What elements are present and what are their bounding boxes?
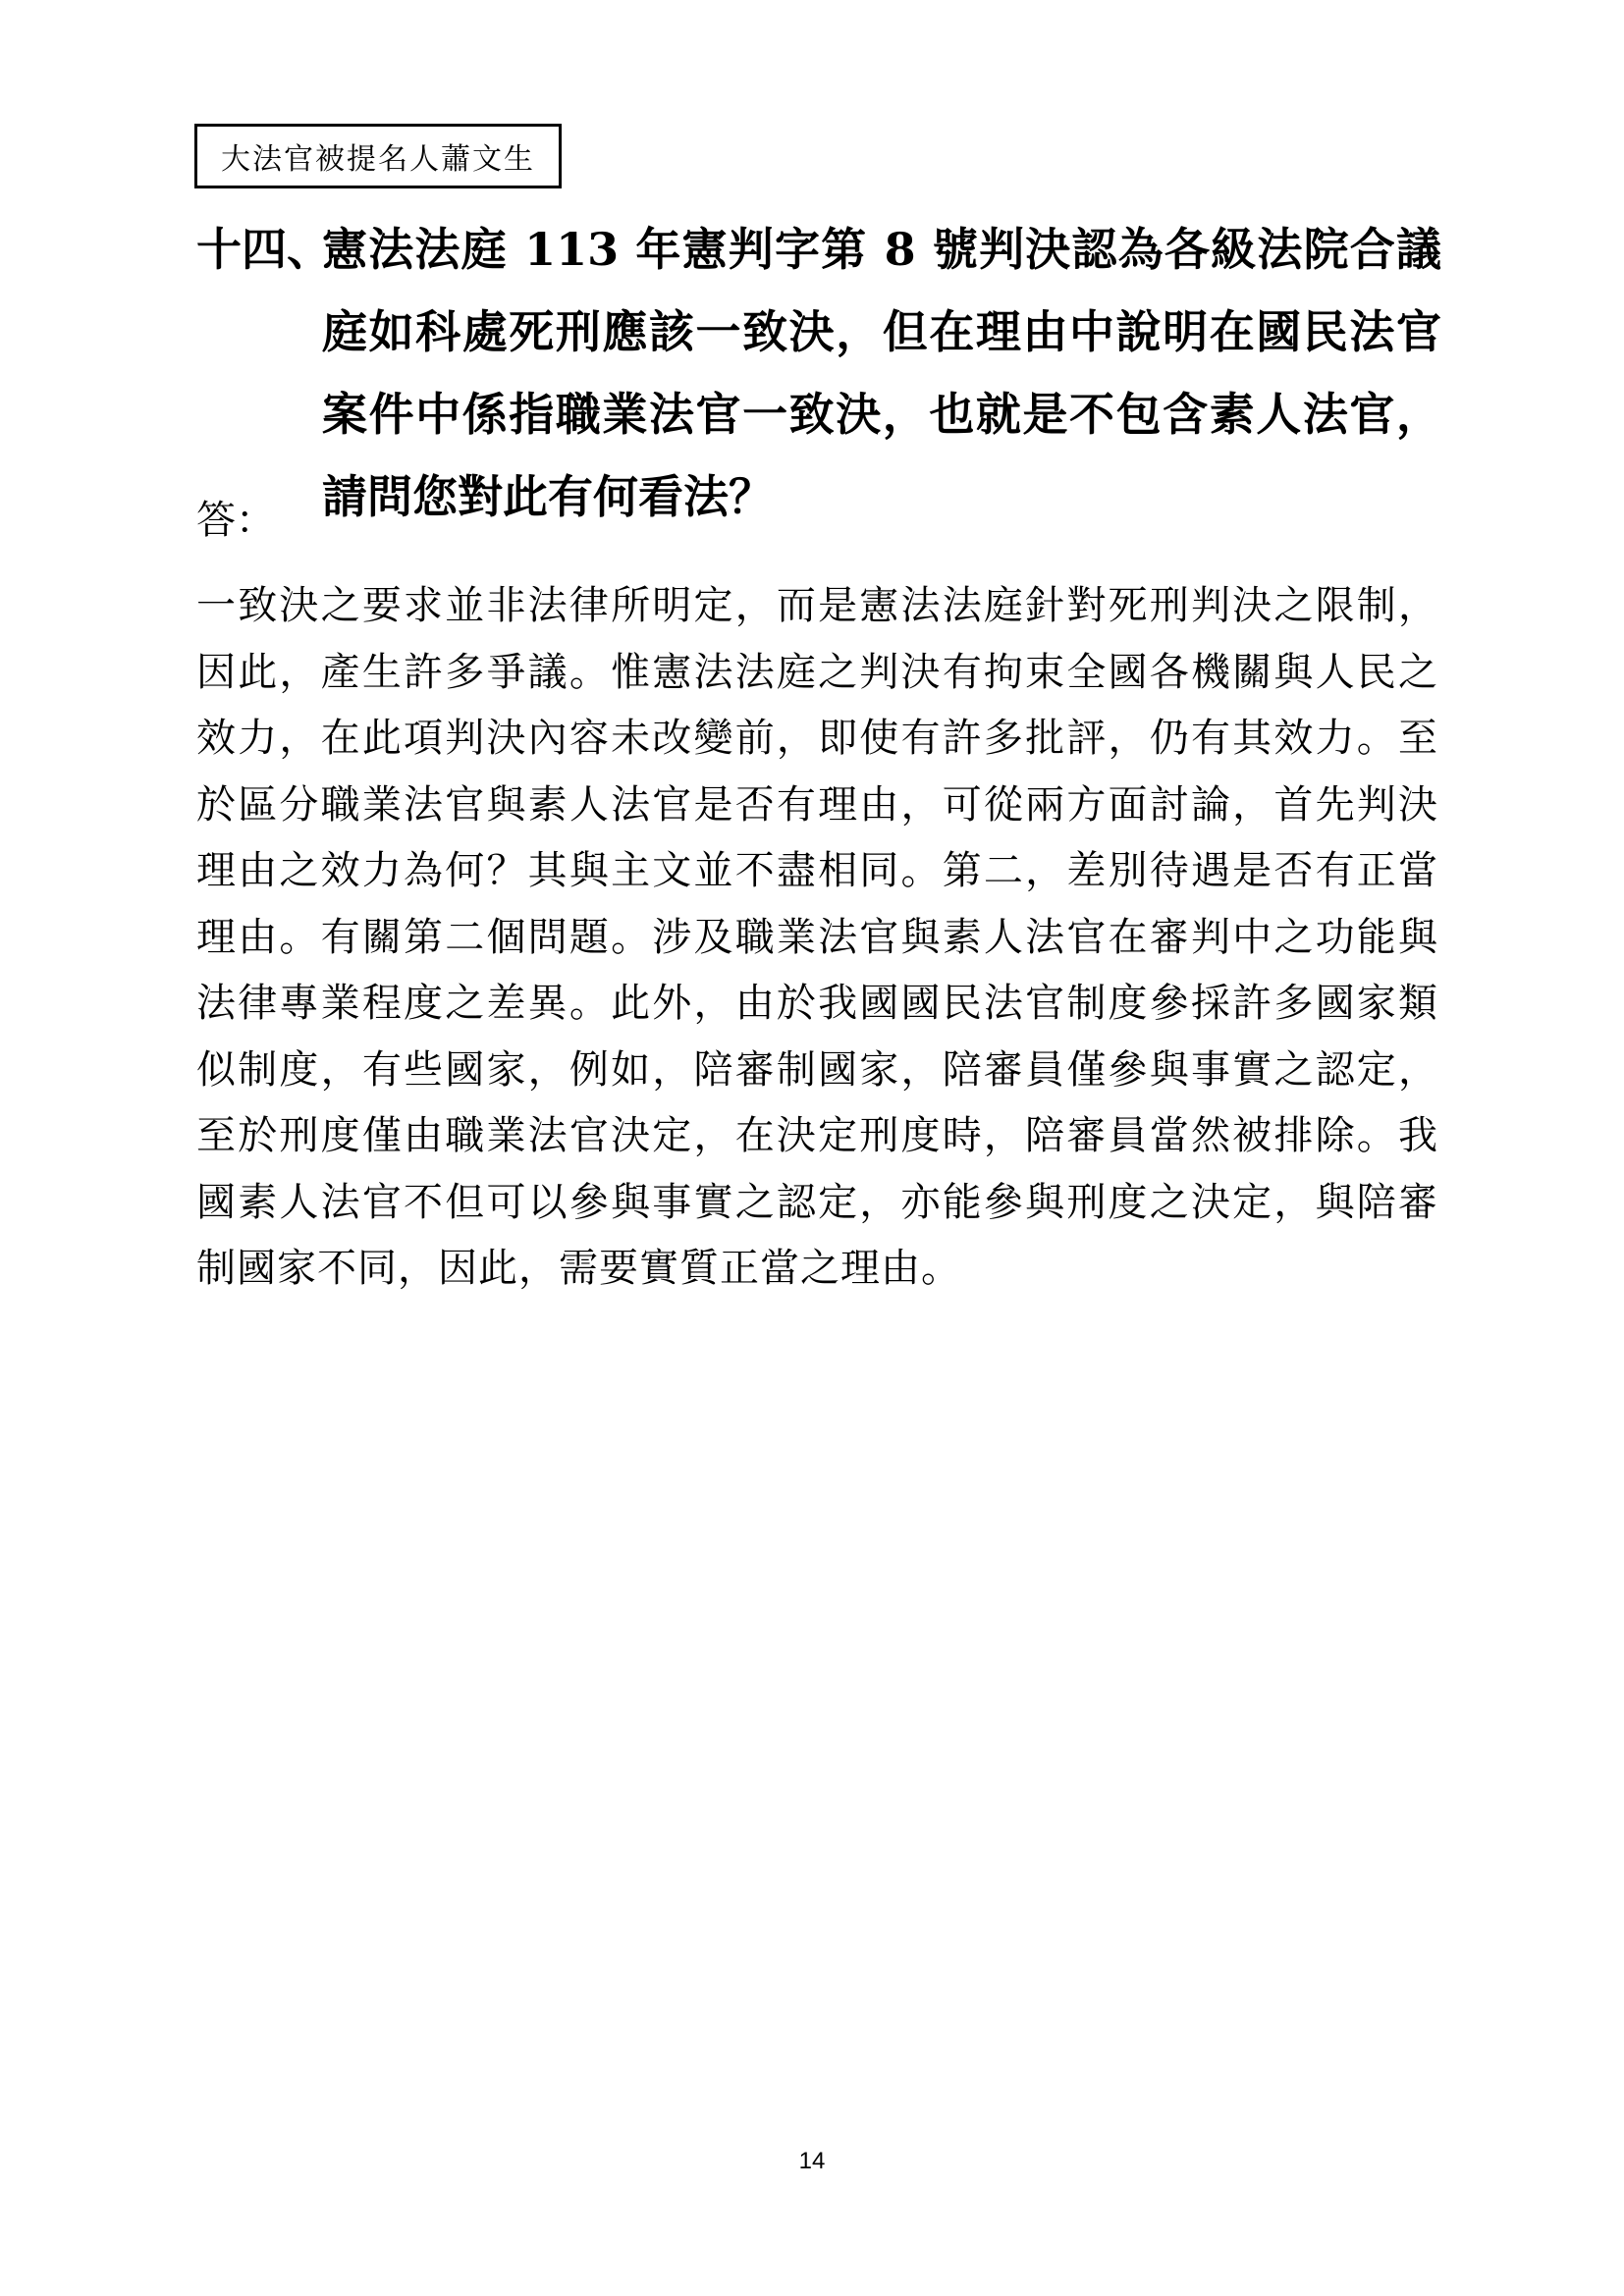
answer-label: 答： bbox=[196, 498, 275, 543]
question-number: 十四、 bbox=[196, 223, 332, 276]
page-number: 14 bbox=[798, 2148, 826, 2174]
nominee-label-box bbox=[194, 124, 562, 188]
nominee-label: 大法官被提名人蕭文生 bbox=[221, 142, 535, 177]
answer-body: 一致決之要求並非法律所明定，而是憲法法庭針對死刑判決之限制，因此，產生許多爭議。惟憲法法庭之判決有拘束全國各機關與人民之效力，在此項判決內容未改變前，即使有許多批評，仍有其效力。至於區分職業法官與素人法官是否有理由，可從兩方面討論，首先判決理由之效力為何？其與主文並不盡相同。第二，差別待遇是否有正當理由。有關第二個問題。涉及職業法官與素人法官在審判中之功能與法律專業程度之差異。此外，由於我國國民法官制度參採許多國家類似制度，有些國家，例如，陪審制國家，陪審員僅參與事實之認定，至於刑度僅由職業法官決定，在決定刑度時，陪審員當然被排除。我國素人法官不但可以參與事實之認定，亦能參與刑度之決定，與陪審制國家不同，因此，需要實質正當之理由。 bbox=[196, 583, 1438, 1291]
question-text: 憲法法庭 113 年憲判字第 8 號判決認為各級法院合議庭如科處死刑應該一致決，但在理由中說明在國民法官案件中係指職業法官一致決，也就是不包含素人法官，請問您對此有何看法？ bbox=[322, 223, 1441, 523]
